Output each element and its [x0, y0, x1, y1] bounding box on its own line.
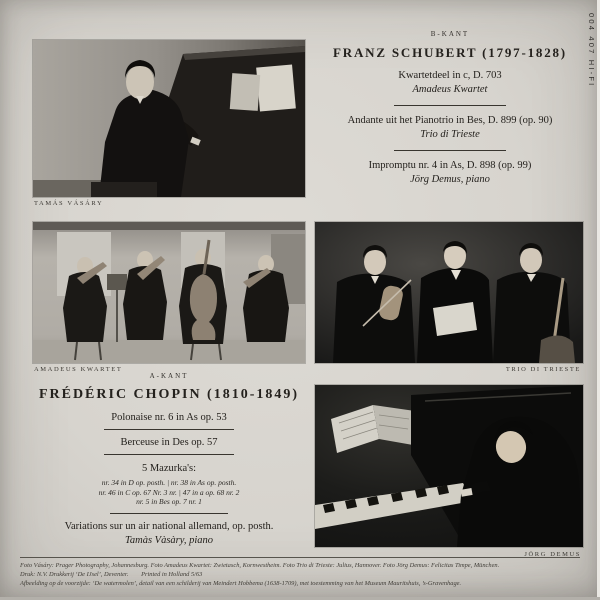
side-b-work-2-performer: Trio di Trieste — [420, 129, 480, 140]
side-a-work-2-title: Berceuse in Des op. 57 — [120, 437, 218, 448]
credit-line-photos: Foto Vásáry: Prager Photography, Johannesburg. Foto Amadeus Kwartet: Zwietasch, Kornwestheim. Foto Trio di Trieste: Julius, Hannover. Foto Jörg Demus: Felicitas Timpe, München. — [20, 562, 500, 569]
credit-line-printer: Druk: N.V. Drukkerij ‘De IJsel’, Deventer. Printed in Holland 5/63 — [20, 570, 203, 578]
photo-caption-vasary: TAMÁS VÁSÁRY — [34, 200, 104, 207]
photo-trio-di-trieste — [315, 222, 583, 363]
mazurkas-list — [33, 478, 305, 507]
demus-photo-illustration — [315, 385, 583, 547]
trieste-photo-illustration — [315, 222, 583, 363]
side-b-work-3-performer: Jörg Demus, piano — [410, 174, 490, 185]
photo-caption-amadeus: AMADEUS KWARTET — [34, 366, 123, 373]
side-a-block — [33, 372, 305, 546]
divider — [394, 105, 506, 106]
photo-amadeus-kwartet — [33, 222, 305, 363]
credits-block — [20, 557, 580, 588]
side-b-work-1-performer: Amadeus Kwartet — [412, 84, 488, 95]
photo-caption-demus: JÖRG DEMUS — [524, 551, 581, 558]
photo-tamas-vasary — [33, 40, 305, 197]
divider — [104, 454, 234, 455]
divider — [104, 429, 234, 430]
credit-line-cover-art: Afbeelding op de voorzijde: ‘De watermolen’, detail van een schilderij van Meindert Hobbema (1638-1709), met toestemming van het Museum Mauritshuis, ’s-Gravenhage. — [20, 579, 462, 587]
side-a-work-1-title: Polonaise nr. 6 in As op. 53 — [111, 412, 227, 423]
side-b-label: B-KANT — [430, 30, 470, 38]
amadeus-photo-illustration — [33, 222, 305, 363]
side-b-work-3-title: Impromptu nr. 4 in As, D. 898 (op. 99) — [368, 160, 532, 171]
mazurka-line-3: nr. 5 in Bes op. 7 nr. 1 — [136, 497, 202, 506]
side-a-work-4-title: Variations sur un air national allemand, op. posth. — [64, 520, 274, 532]
divider — [110, 513, 228, 514]
side-a-performer: Tamàs Vàsàry, piano — [124, 534, 213, 546]
side-b-work-2-title: Andante uit het Pianotrio in Bes, D. 899 (op. 90) — [347, 115, 553, 126]
side-a-composer: FRÉDÉRIC CHOPIN (1810-1849) — [38, 387, 300, 402]
photo-jorg-demus — [315, 385, 583, 547]
side-b-composer: FRANZ SCHUBERT (1797-1828) — [333, 45, 567, 60]
side-a-label: A-KANT — [149, 372, 189, 380]
mazurka-line-1: nr. 34 in D op. posth. | nr. 38 in As op. posth. — [101, 478, 237, 487]
vasary-photo-illustration — [33, 40, 305, 197]
divider — [394, 150, 506, 151]
catalog-number: 004 407 HI-FI — [587, 13, 596, 88]
side-b-work-1-title: Kwartetdeel in c, D. 703 — [398, 70, 502, 81]
mazurka-line-2: nr. 46 in C op. 67 Nr. 3 nr. | 47 in a op. 68 nr. 2 — [98, 487, 240, 497]
mazurkas-heading: 5 Mazurka's: — [141, 463, 197, 474]
photo-caption-trieste: TRIO DI TRIESTE — [505, 366, 581, 373]
side-b-block — [316, 30, 584, 185]
